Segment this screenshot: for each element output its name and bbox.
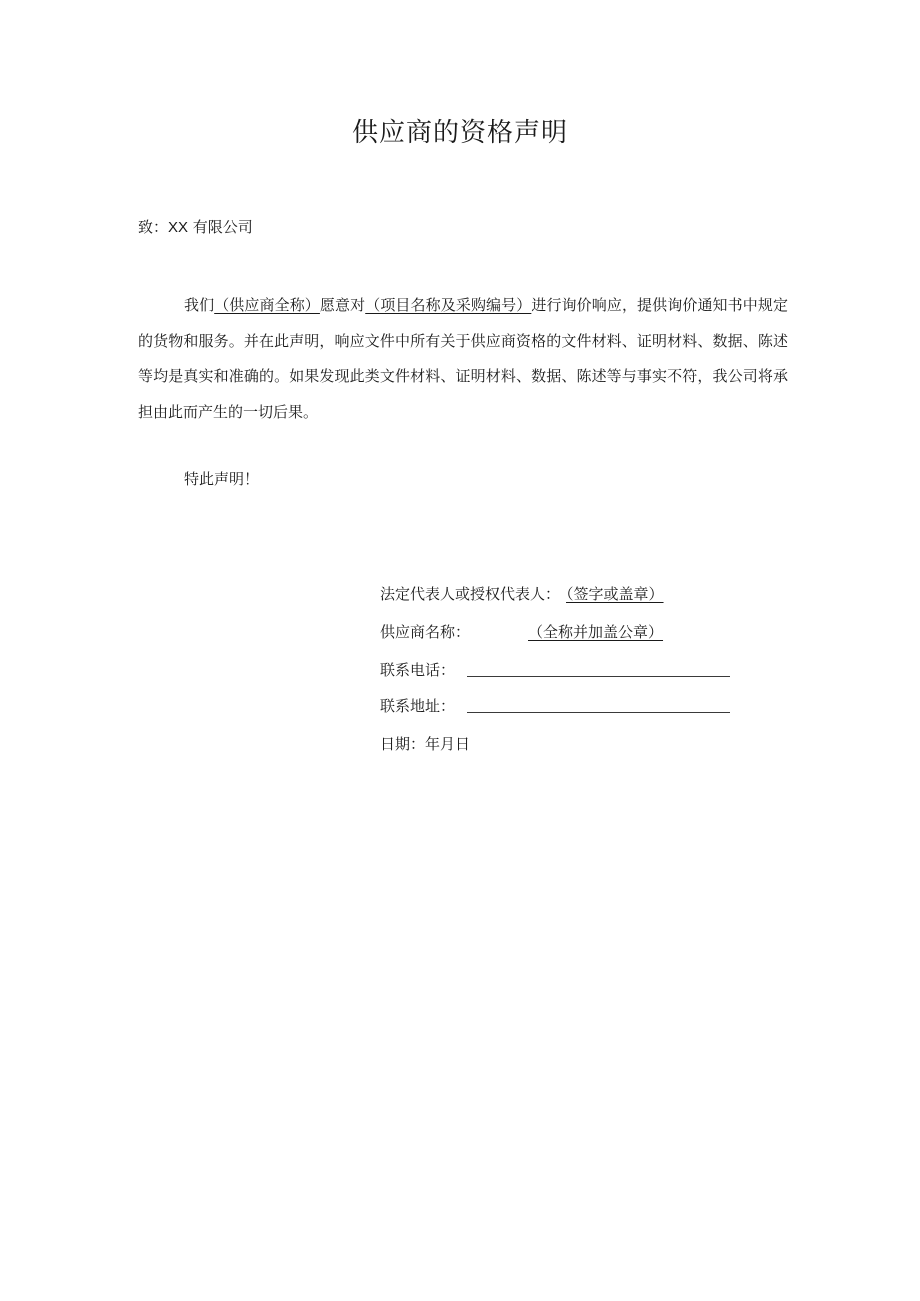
address-blank-line (467, 712, 730, 713)
body-willing-to: 愿意对 (319, 296, 366, 314)
declaration-paragraph (138, 288, 788, 430)
phone-blank-line (467, 676, 730, 677)
date-label: 日期：年月日 (380, 735, 471, 753)
signature-address-row (380, 695, 455, 716)
signature-representative-row (380, 583, 670, 604)
address-label: 联系地址： (380, 697, 456, 715)
representative-signature-field: （签字或盖章） (566, 585, 664, 603)
body-we: 我们 (184, 296, 215, 314)
signature-phone-row (380, 659, 455, 680)
project-name-placeholder: （项目名称及采购编号） (365, 296, 532, 314)
body-rest: 进行询价响应，提供询价通知书中规定的货物和服务。并在此声明，响应文件中所有关于供应商资格的文件材料、证明材料、数据、陈述等均是真实和准确的。如果发现此类文件材料、证明材料、数据、陈述等与事实不符，我公司将承担由此而产生的一切后果。 (138, 296, 788, 421)
recipient-company-suffix: 有限公司 (188, 218, 253, 236)
supplier-name-field: （全称并加盖公章） (528, 623, 664, 641)
recipient-prefix: 致： (138, 218, 169, 236)
closing-statement: 特此声明！ (184, 470, 260, 488)
signature-supplier-row (380, 621, 669, 642)
phone-label: 联系电话： (380, 661, 456, 679)
signature-date-row (380, 733, 470, 754)
recipient-line (138, 216, 253, 237)
representative-label: 法定代表人或授权代表人： (380, 585, 561, 603)
supplier-name-label: 供应商名称： (380, 623, 471, 641)
supplier-fullname-placeholder: （供应商全称） (214, 296, 320, 314)
page-title: 供应商的资格声明 (351, 118, 568, 148)
recipient-company-code: XX (168, 219, 189, 236)
